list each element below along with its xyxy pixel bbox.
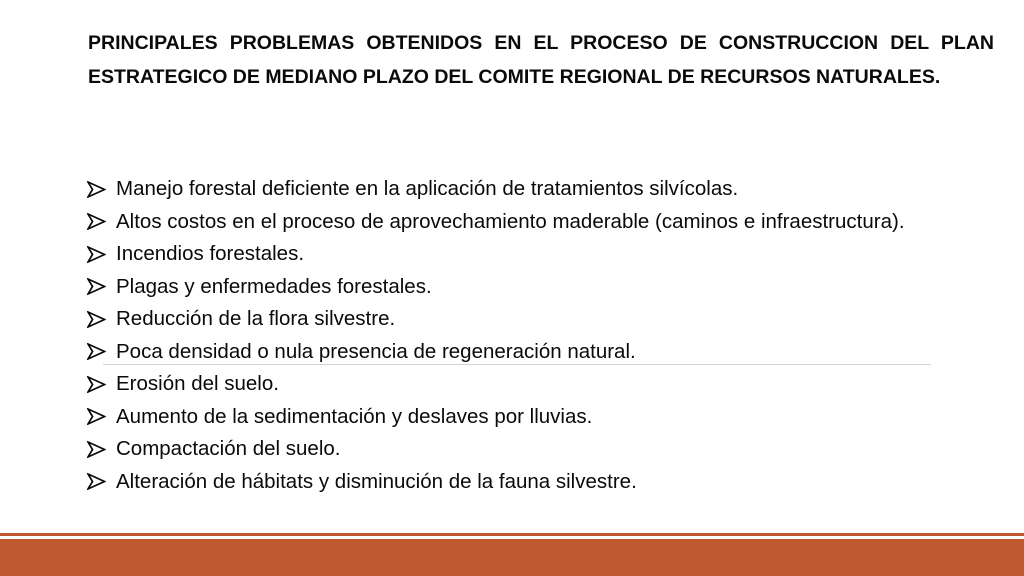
arrowhead-bullet-icon xyxy=(87,433,107,466)
list-item-text: Erosión del suelo. xyxy=(116,372,279,395)
list-item xyxy=(87,173,967,206)
list-item xyxy=(87,368,967,401)
list-item xyxy=(87,206,967,239)
list-item-text: Reducción de la flora silvestre. xyxy=(116,307,396,330)
list-item xyxy=(87,466,967,499)
list-item-text: Aumento de la sedimentación y deslaves por lluvias. xyxy=(116,404,593,428)
list-item-text: Incendios forestales. xyxy=(116,242,305,265)
list-item xyxy=(87,433,967,466)
list-item-text: Alteración de hábitats y disminución de la fauna silvestre. xyxy=(116,469,637,493)
list-item-text: Poca densidad o nula presencia de regeneración natural. xyxy=(116,339,636,363)
list-item-text: Manejo forestal deficiente en la aplicación de tratamientos silvícolas. xyxy=(116,177,739,200)
list-item-text: Plagas y enfermedades forestales. xyxy=(116,274,432,298)
divider-line xyxy=(103,364,931,365)
arrowhead-bullet-icon xyxy=(87,368,107,401)
arrowhead-bullet-icon xyxy=(87,271,107,304)
list-item-text: Compactación del suelo. xyxy=(116,437,341,460)
arrowhead-bullet-icon xyxy=(87,303,107,336)
list-item xyxy=(87,401,967,434)
arrowhead-bullet-icon xyxy=(87,401,107,434)
list-item xyxy=(87,238,967,271)
list-item xyxy=(87,271,967,304)
list-item-text: Altos costos en el proceso de aprovechamiento maderable (caminos e infraestructura). xyxy=(116,209,905,233)
arrowhead-bullet-icon xyxy=(87,173,107,206)
list-item xyxy=(87,303,967,336)
footer-bar xyxy=(0,539,1024,576)
arrowhead-bullet-icon xyxy=(87,206,107,239)
footer-accent-line xyxy=(0,533,1024,536)
problem-list xyxy=(87,173,967,498)
slide-title: PRINCIPALES PROBLEMAS OBTENIDOS EN EL PROCESO DE CONSTRUCCION DEL PLAN ESTRATEGICO DE MEDIANO PLAZO DEL COMITE REGIONAL DE RECURSOS NATURALES. xyxy=(88,32,994,88)
arrowhead-bullet-icon xyxy=(87,466,107,499)
arrowhead-bullet-icon xyxy=(87,238,107,271)
